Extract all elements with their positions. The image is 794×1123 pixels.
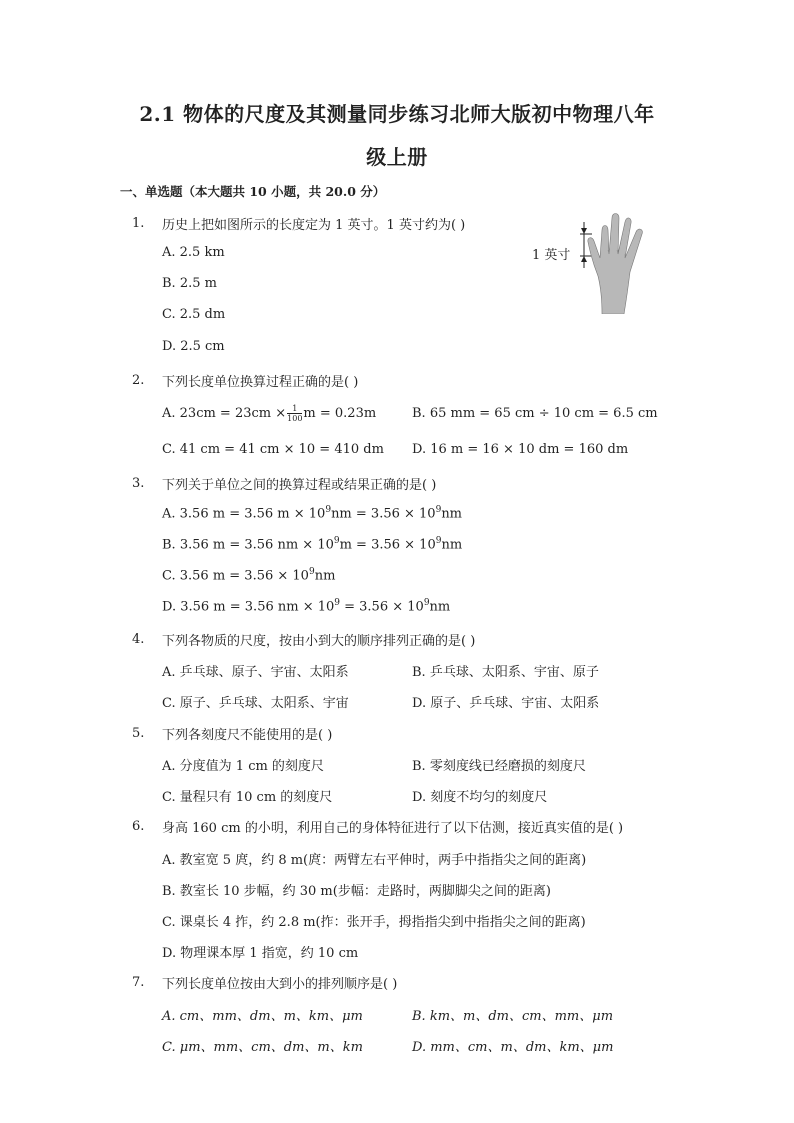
q7-stem: 下列长度单位按由大到小的排列顺序是( ) [162,977,398,992]
q1-option-b[interactable]: B. 2.5 m [162,276,217,291]
q3-d-exp2: 9 [423,598,430,608]
q3-b-exp1: 9 [333,536,340,546]
q3-number: 3. [132,476,145,491]
q3-a-exp1: 9 [325,505,332,515]
q2-number: 2. [132,373,145,388]
q6-option-d[interactable]: D. 物理课本厚 1 指宽，约 10 cm [162,946,359,961]
q2-option-a-post: m = 0.23m [303,406,377,421]
q1-option-a[interactable]: A. 2.5 km [162,245,225,260]
q3-c-part1: C. 3.56 m = 3.56 × 10 [162,568,309,584]
q4-option-b[interactable]: B. 乒乓球、太阳系、宇宙、原子 [412,665,599,680]
q3-b-part2: m = 3.56 × 10 [339,537,436,553]
q3-d-part1: D. 3.56 m = 3.56 nm × 10 [162,599,335,615]
q3-c-exp1: 9 [308,567,315,577]
q3-b-exp2: 9 [435,536,442,546]
hand-figure [528,206,663,314]
q3-a-part3: nm [441,506,463,522]
q3-a-part1: A. 3.56 m = 3.56 m × 10 [162,506,326,522]
section-heading: 一、单选题（本大题共 10 小题，共 20.0 分） [120,184,386,199]
q6-option-a[interactable]: A. 教室宽 5 庹，约 8 m(庹：两臂左右平伸时，两手中指指尖之间的距离) [162,853,587,868]
q2-option-a-fraction [287,404,302,423]
q3-b-part1: B. 3.56 m = 3.56 nm × 10 [162,537,334,553]
q3-a-exp2: 9 [435,505,442,515]
q1-option-d[interactable]: D. 2.5 cm [162,339,225,354]
q2-option-c[interactable]: C. 41 cm = 41 cm × 10 = 410 dm [162,442,384,457]
q5-option-a[interactable]: A. 分度值为 1 cm 的刻度尺 [162,759,324,774]
q7-option-a[interactable]: A. cm、mm、dm、m、km、μm [162,1009,363,1024]
q4-option-d[interactable]: D. 原子、乒乓球、宇宙、太阳系 [412,696,600,711]
q3-option-b[interactable] [162,536,462,552]
q3-stem: 下列关于单位之间的换算过程或结果正确的是( ) [162,478,437,493]
inch-label: 1 英寸 [532,248,571,263]
q4-number: 4. [132,632,145,647]
page-title-line2: 级上册 [366,145,428,169]
q5-option-c[interactable]: C. 量程只有 10 cm 的刻度尺 [162,790,333,805]
q5-option-d[interactable]: D. 刻度不均匀的刻度尺 [412,790,548,805]
q2-option-a-pre: A. 23cm = 23cm × [162,406,287,421]
q6-stem: 身高 160 cm 的小明，利用自己的身体特征进行了以下估测，接近真实值的是( ) [162,821,624,836]
q3-a-part2: nm = 3.56 × 10 [331,506,436,522]
q1-option-c[interactable]: C. 2.5 dm [162,307,226,322]
q3-option-c[interactable] [162,567,335,583]
q5-stem: 下列各刻度尺不能使用的是( ) [162,728,333,743]
q4-option-a[interactable]: A. 乒乓球、原子、宇宙、太阳系 [162,665,349,680]
q7-number: 7. [132,975,145,990]
q4-option-c[interactable]: C. 原子、乒乓球、太阳系、宇宙 [162,696,349,711]
q3-d-exp1: 9 [334,598,340,608]
q6-option-b[interactable]: B. 教室长 10 步幅，约 30 m(步幅：走路时，两脚脚尖之间的距离) [162,884,551,899]
q5-option-b[interactable]: B. 零刻度线已经磨损的刻度尺 [412,759,586,774]
fraction-numerator: 1 [287,404,302,414]
page-title-line1: 2.1 物体的尺度及其测量同步练习北师大版初中物理八年 [139,102,655,126]
q7-option-c[interactable]: C. μm、mm、cm、dm、m、km [162,1040,363,1055]
q6-number: 6. [132,819,145,834]
q2-option-b[interactable]: B. 65 mm = 65 cm ÷ 10 cm = 6.5 cm [412,406,658,421]
q1-number: 1. [132,216,145,231]
q2-stem: 下列长度单位换算过程正确的是( ) [162,375,359,390]
q1-stem: 历史上把如图所示的长度定为 1 英寸。1 英寸约为( ) [162,218,466,233]
q3-option-a[interactable] [162,505,462,521]
q2-option-d[interactable]: D. 16 m = 16 × 10 dm = 160 dm [412,442,629,457]
q3-d-part2: = 3.56 × 10 [340,599,424,615]
q5-number: 5. [132,726,145,741]
q3-c-part2: nm [314,568,336,584]
q4-stem: 下列各物质的尺度，按由小到大的顺序排列正确的是( ) [162,634,476,649]
q3-b-part3: nm [441,537,463,553]
q3-d-part3: nm [429,599,451,615]
q3-option-d[interactable] [162,598,450,614]
q7-option-d[interactable]: D. mm、cm、m、dm、km、μm [412,1040,614,1055]
fraction-denominator: 100 [287,414,303,423]
q6-option-c[interactable]: C. 课桌长 4 拃，约 2.8 m(拃：张开手，拇指指尖到中指指尖之间的距离) [162,915,586,930]
q2-option-a[interactable] [162,404,376,423]
q7-option-b[interactable]: B. km、m、dm、cm、mm、μm [412,1009,614,1024]
